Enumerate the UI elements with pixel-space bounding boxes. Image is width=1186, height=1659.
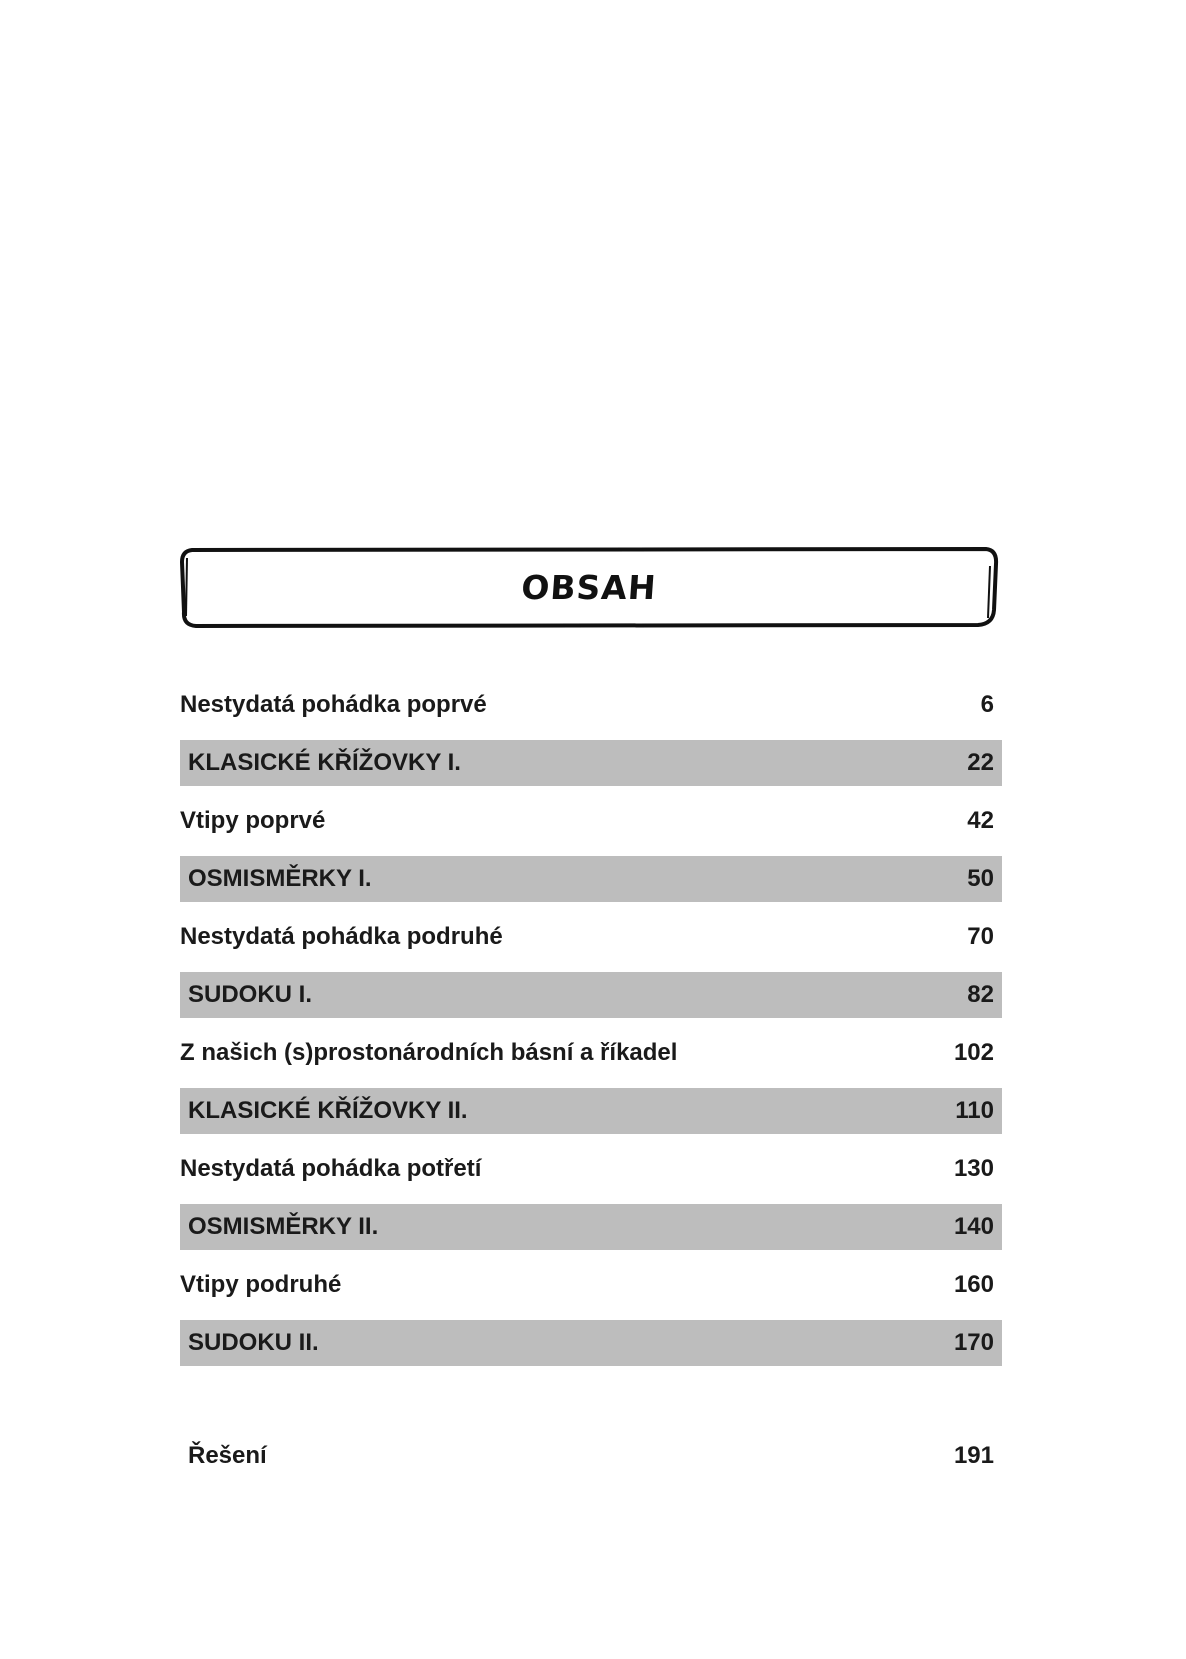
toc-solution-row[interactable] bbox=[180, 1433, 1002, 1479]
toc-entry-label: OSMISMĚRKY II. bbox=[188, 1213, 379, 1240]
toc-entry-page: 140 bbox=[953, 1213, 994, 1240]
toc-entry-label: Nestydatá pohádka podruhé bbox=[180, 923, 503, 950]
toc-entry-label: OSMISMĚRKY I. bbox=[188, 865, 372, 892]
toc-section-row[interactable] bbox=[180, 740, 1002, 786]
toc-row[interactable] bbox=[180, 1146, 1002, 1192]
toc-entry-page: 82 bbox=[967, 981, 994, 1008]
toc-entry-label: Vtipy podruhé bbox=[180, 1271, 342, 1298]
toc-row[interactable] bbox=[180, 914, 1002, 960]
toc-entry-label: KLASICKÉ KŘÍŽOVKY II. bbox=[188, 1097, 468, 1124]
toc-entry-page: 160 bbox=[953, 1271, 994, 1298]
toc-entry-label: Z našich (s)prostonárodních básní a říkadel bbox=[180, 1039, 678, 1066]
toc-entry-page: 130 bbox=[953, 1155, 994, 1182]
toc-entry-label: Vtipy poprvé bbox=[180, 807, 326, 834]
toc-row[interactable] bbox=[180, 1262, 1002, 1308]
toc-section-row[interactable] bbox=[180, 1204, 1002, 1250]
toc-entry-page: 22 bbox=[967, 749, 994, 776]
toc-entry-page: 110 bbox=[955, 1097, 994, 1124]
toc-entry-label: Nestydatá pohádka potřetí bbox=[180, 1155, 482, 1182]
toc-entry-page: 42 bbox=[967, 807, 994, 834]
toc-row[interactable] bbox=[180, 682, 1002, 728]
toc-entry-page: 102 bbox=[953, 1039, 994, 1066]
toc-entry-page: 70 bbox=[967, 923, 994, 950]
toc-row[interactable] bbox=[180, 1030, 1002, 1076]
toc-entry-label: KLASICKÉ KŘÍŽOVKY I. bbox=[188, 749, 461, 776]
toc-entry-label: Nestydatá pohádka poprvé bbox=[180, 691, 487, 718]
toc-section-row[interactable] bbox=[180, 856, 1002, 902]
toc-entry-page: 6 bbox=[980, 691, 994, 718]
toc-section-row[interactable] bbox=[180, 1088, 1002, 1134]
toc-entry-page: 170 bbox=[953, 1329, 994, 1356]
title-banner bbox=[178, 546, 1000, 628]
toc-section-row[interactable] bbox=[180, 1320, 1002, 1366]
toc-solution-page: 191 bbox=[953, 1442, 994, 1469]
toc-entry-label: SUDOKU II. bbox=[188, 1329, 319, 1356]
toc-entry-page: 50 bbox=[967, 865, 994, 892]
page-title: OBSAH bbox=[520, 567, 658, 607]
table-of-contents bbox=[180, 682, 1002, 1378]
toc-row[interactable] bbox=[180, 798, 1002, 844]
toc-solution-label: Řešení bbox=[188, 1442, 267, 1469]
toc-entry-label: SUDOKU I. bbox=[188, 981, 313, 1008]
toc-section-row[interactable] bbox=[180, 972, 1002, 1018]
